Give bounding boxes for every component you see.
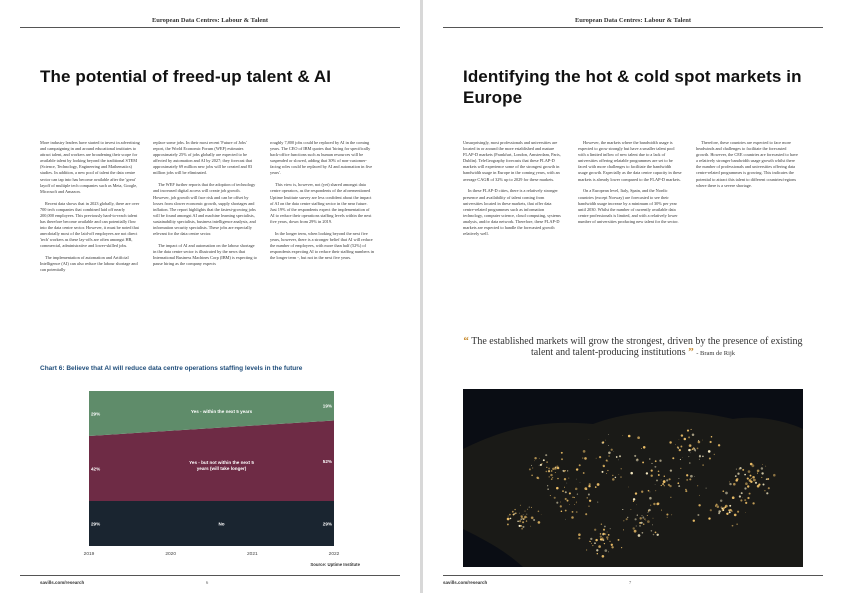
footer-rule	[20, 575, 400, 576]
data-label-end: 19%	[322, 403, 332, 409]
data-label-end: 52%	[322, 458, 332, 464]
page-title: Identifying the hot & cold spot markets in Europe	[463, 67, 802, 107]
chart-canvas	[40, 376, 360, 576]
left-page	[0, 0, 420, 593]
footer-rule	[443, 575, 823, 576]
running-head: European Data Centres: Labour & Talent	[574, 17, 692, 24]
paragraph: The implementation of automation and Artificial Intelligence (AI) can also reduce the labour shortage and can potentially	[40, 255, 138, 273]
text-column-2	[578, 140, 682, 231]
right-page	[423, 0, 843, 593]
paragraph: More industry leaders have started to invest in advertising and campaigning in and around educational institutes to attract talent, and workers are broadening their scope for available talent by looking beyond the traditional STEM (Science, Technology, Engineering and Mathematics) studies. In addition, a new pool of talent the data centre sector can tap into has become available after the 'great' layoff of multiple tech companies such as Meta, Google, Microsoft and Amazon.	[40, 140, 140, 194]
quote-text: The established markets will grow the strongest, driven by the presence of existing talent and talent-producing institutions	[471, 336, 803, 358]
running-head: European Data Centres: Labour & Talent	[151, 17, 269, 24]
page-number: 7	[629, 580, 632, 585]
chart-source: Source: Uptime Institute	[310, 562, 360, 567]
paragraph: On a European level, Italy, Spain, and the Nordic countries (except Norway) are forecasted to see their bandwidth usage increase by a minimum of 30% per year until 2030. Whilst the number of currently available data centre professionals is limited, and with a relatively lower number of universities producing new talent for the sector.	[578, 188, 679, 224]
series-label: Yes - but not within the next 5 years (will take longer)	[189, 459, 254, 471]
paragraph: However, the markets where the bandwidth usage is expected to grow strongly but have a smaller talent pool with a limited inflow of new talent due to a lack of universities offering relatable programmes are set to be faced with more challenges to facilitate the bandwidth usage growth. Especially as the data centre capacity in these markets is already lower compared to the FLAP-D markets.	[578, 140, 682, 182]
chart-title: Chart 6: Believe that AI will reduce data centre operations staffing levels in the future	[40, 365, 303, 372]
header-rule	[443, 27, 823, 28]
quote-attribution: - Bram de Rijk	[696, 350, 736, 357]
night-lights-map	[463, 389, 803, 567]
x-tick-label: 2021	[246, 552, 258, 557]
pull-quote	[463, 336, 803, 359]
paragraph: roughly 7,800 jobs could be replaced by AI in the coming years. The CEO of IBM quotes that 'hiring for specifically back-office functions such as human resources will be suspended or slowed, adding that 30% of non-customer-facing roles could be replaced by AI and automation in five years'.	[270, 140, 373, 176]
paragraph: The impact of AI and automation on the labour shortage in the data centre sector is illustrated by the news that International Business Machines Corp (IBM) is expecting to pause hiring as the company expects	[153, 243, 257, 267]
series-label: Yes - within the next 5 years	[190, 408, 253, 414]
page-number: 6	[206, 580, 209, 585]
data-label-end: 29%	[322, 521, 332, 527]
data-label-start: 29%	[91, 411, 101, 417]
text-column-1	[40, 140, 140, 279]
x-tick-label: 2022	[328, 552, 340, 557]
data-label-start: 42%	[91, 466, 101, 472]
quote-open-mark: “	[463, 335, 469, 347]
x-tick-label: 2019	[83, 552, 95, 557]
footer-url[interactable]: savills.com/research	[443, 580, 488, 585]
paragraph: In these FLAP-D cities, there is a relatively stronger presence and availability of talent coming from universities located in these markets, that offer data centre-related programmes such as information technology, computer science, cloud computing, systems analysis, and/or data network. Therefore, these FLAP-D markets are expected to handle the forecasted growth relatively well.	[463, 188, 561, 237]
quote-close-mark: ”	[688, 346, 694, 358]
footer-url[interactable]: savills.com/research	[40, 580, 85, 585]
paragraph: Therefore, these countries are expected to face more headwinds and challenges to facilitate the forecasted growth. However, the CEE countries are forecasted to have a relatively stronger bandwidth usage growth whilst there the number of professionals and universities offering data centre-related programmes is growing. This indicates the potential to attract this talent to different countries/regions where there is a severe shortage.	[696, 140, 798, 188]
paragraph: Recent data shows that in 2023 globally, there are over 700 tech companies that combined laid off nearly 200,000 employees. This previously hard-to-reach talent has therefore become available and can potentially flow into the data centre sector. However, it must be noted that anecdotally most of the laid-off employees are not direct 'tech' workers as these lay-offs are often amongst HR, commercial, administrative and lower-skilled jobs.	[40, 200, 140, 249]
europe-night-lights-image	[463, 389, 803, 567]
data-label-start: 29%	[91, 521, 101, 527]
series-label: No	[218, 521, 225, 527]
paragraph: Unsurprisingly, most professionals and universities are located in or around the more established and mature FLAP-D markets (Frankfurt, London, Amsterdam, Paris, Dublin). TeleGeography forecasts that these FLAP-D markets will experience some of the strongest growth in bandwidth usage in Europe in the coming years, with an average CAGR of 32% up to 2029 for these markets.	[463, 140, 561, 182]
text-column-3	[696, 140, 800, 195]
paragraph: This view is, however, not (yet) shared amongst data centre operators, as the respondents of the aforementioned Uptime Institute survey are less confident about the impact of AI on the data centre staffing sector in the near future. Just 19% of the respondents expect the implementation of AI to reduce their operations staffing levels within the next five years, down from 29% in 2019.	[270, 182, 372, 224]
paragraph: In the longer term, when looking beyond the next five years, however, there is a stronger belief that AI will reduce the number of employees, with more than half (52%) of respondents expecting AI to reduce their staffing numbers in the longer term -, but not in the next five years.	[270, 230, 374, 261]
paragraph: replace some jobs. In their most recent 'Future of Jobs' report, the World Economic Forum (WEF) estimates approximately 25% of jobs globally are expected to be affected by automation and AI by 2027; they forecast that approximately 69 million new jobs will be created and 83 million jobs will be eliminated.	[153, 140, 253, 176]
x-tick-label: 2020	[165, 552, 177, 557]
area-band-1	[89, 501, 334, 546]
text-column-3	[270, 140, 374, 267]
text-column-2	[153, 140, 257, 273]
staffing-area-chart	[40, 376, 360, 576]
header-rule	[20, 27, 400, 28]
land-mass	[463, 411, 803, 567]
page-title: The potential of freed-up talent & AI	[40, 67, 332, 86]
paragraph: The WEF further reports that the adoption of technology and increased digital access will create job growth. However, job growth will face risk and can be offset by losses from slower economic growth, supply shortages and inflation. The report highlights that the fastest-growing jobs will be found amongst AI and machine learning specialists, sustainability specialists, business intelligence analysts, and information security specialists. These jobs are especially relevant for the data centre sector.	[153, 182, 256, 237]
text-column-1	[463, 140, 563, 243]
